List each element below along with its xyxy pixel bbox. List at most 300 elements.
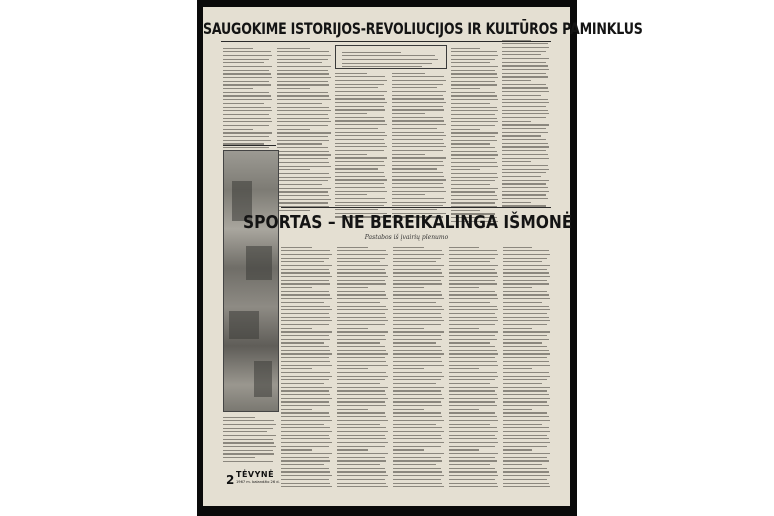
- text-line: [223, 114, 269, 115]
- text-line: [393, 258, 441, 259]
- text-line: [393, 372, 442, 373]
- text-line: [451, 173, 497, 174]
- text-line: [502, 172, 546, 173]
- text-line: [277, 195, 329, 196]
- text-line: [392, 84, 443, 85]
- text-line: [392, 98, 444, 99]
- text-line: [337, 409, 368, 410]
- text-line: [335, 183, 384, 184]
- text-line: [503, 424, 542, 425]
- text-line: [503, 276, 550, 277]
- text-line: [449, 298, 498, 299]
- text-line: [449, 464, 490, 465]
- text-line: [277, 191, 328, 192]
- text-line: [281, 261, 324, 262]
- text-line: [393, 302, 436, 303]
- text-line: [503, 247, 532, 248]
- text-line: [223, 59, 269, 60]
- text-line: [281, 438, 330, 439]
- text-line: [335, 102, 387, 103]
- text-line: [337, 287, 368, 288]
- text-line: [337, 405, 386, 406]
- text-line: [392, 80, 446, 81]
- text-line: [277, 51, 329, 52]
- text-line: [503, 398, 550, 399]
- text-line: [223, 132, 272, 133]
- text-line: [392, 91, 446, 92]
- text-line: [451, 132, 498, 133]
- text-line: [449, 353, 498, 354]
- text-line: [281, 460, 330, 461]
- text-line: [451, 125, 495, 126]
- text-line: [337, 342, 380, 343]
- text-line: [393, 464, 436, 465]
- newspaper-name: TĖVYNĖ: [236, 470, 275, 479]
- text-line: [503, 357, 547, 358]
- text-line: [449, 287, 479, 288]
- text-line: [335, 146, 387, 147]
- text-line: [449, 486, 498, 487]
- text-line: [337, 324, 385, 325]
- text-line: [337, 379, 385, 380]
- text-line: [449, 483, 497, 484]
- text-line: [502, 54, 541, 55]
- text-line: [449, 471, 497, 472]
- text-line: [337, 483, 386, 484]
- text-line: [281, 394, 330, 395]
- text-line: [281, 475, 332, 476]
- text-line: [342, 66, 422, 67]
- text-line: [503, 313, 547, 314]
- article-1-column-4: [392, 70, 447, 205]
- text-line: [449, 302, 490, 303]
- text-line: [335, 157, 387, 158]
- text-line: [449, 283, 497, 284]
- text-line: [503, 328, 532, 329]
- text-line: [503, 287, 532, 288]
- text-line: [337, 353, 388, 354]
- text-line: [223, 435, 276, 436]
- text-line: [451, 199, 498, 200]
- text-line: [277, 88, 310, 89]
- text-line: [223, 66, 272, 67]
- text-line: [393, 475, 444, 476]
- text-line: [277, 188, 331, 189]
- text-line: [393, 350, 442, 351]
- text-line: [337, 446, 385, 447]
- text-line: [451, 121, 498, 122]
- text-line: [281, 294, 330, 295]
- text-line: [281, 357, 329, 358]
- text-line: [337, 313, 385, 314]
- text-line: [281, 424, 324, 425]
- text-line: [393, 294, 442, 295]
- text-line: [449, 368, 479, 369]
- text-line: [281, 313, 329, 314]
- text-line: [393, 483, 442, 484]
- text-line: [392, 202, 446, 203]
- text-line: [502, 73, 546, 74]
- text-line: [503, 383, 542, 384]
- text-line: [451, 202, 495, 203]
- text-line: [393, 353, 444, 354]
- text-line: [337, 346, 385, 347]
- text-line: [393, 276, 444, 277]
- text-line: [337, 486, 388, 487]
- text-line: [449, 339, 497, 340]
- text-line: [223, 92, 269, 93]
- text-line: [335, 95, 384, 96]
- text-line: [393, 435, 441, 436]
- text-line: [337, 261, 380, 262]
- text-line: [281, 427, 330, 428]
- text-line: [277, 158, 328, 159]
- text-line: [449, 350, 497, 351]
- text-line: [337, 468, 385, 469]
- text-line: [281, 390, 329, 391]
- text-line: [503, 449, 532, 450]
- text-line: [503, 475, 550, 476]
- text-line: [393, 420, 444, 421]
- text-line: [223, 461, 273, 462]
- text-line: [335, 128, 378, 129]
- text-line: [337, 390, 385, 391]
- text-line: [503, 280, 547, 281]
- text-line: [503, 306, 549, 307]
- text-line: [335, 172, 384, 173]
- text-line: [449, 280, 495, 281]
- text-line: [335, 154, 367, 155]
- text-line: [281, 328, 312, 329]
- text-line: [503, 265, 550, 266]
- text-line: [335, 84, 384, 85]
- text-line: [393, 317, 442, 318]
- text-line: [281, 353, 332, 354]
- text-line: [451, 92, 495, 93]
- text-line: [393, 431, 444, 432]
- text-line: [337, 412, 385, 413]
- page-number: 2: [226, 473, 235, 487]
- text-line: [281, 291, 329, 292]
- text-line: [335, 150, 384, 151]
- text-line: [502, 158, 549, 159]
- text-line: [281, 468, 329, 469]
- text-line: [502, 169, 549, 170]
- text-line: [281, 401, 329, 402]
- text-line: [392, 76, 444, 77]
- text-line: [502, 165, 548, 166]
- text-line: [281, 302, 324, 303]
- text-line: [502, 121, 531, 122]
- text-line: [337, 357, 385, 358]
- text-line: [502, 65, 548, 66]
- text-line: [393, 346, 441, 347]
- text-line: [502, 110, 548, 111]
- text-line: [393, 342, 436, 343]
- text-line: [502, 43, 548, 44]
- text-line: [281, 346, 329, 347]
- text-line: [335, 91, 387, 92]
- text-line: [335, 132, 385, 133]
- text-line: [281, 453, 332, 454]
- text-line: [277, 162, 329, 163]
- text-line: [503, 390, 547, 391]
- text-line: [393, 361, 442, 362]
- text-line: [281, 265, 332, 266]
- text-line: [223, 431, 267, 432]
- text-line: [503, 302, 542, 303]
- text-line: [277, 166, 331, 167]
- text-line: [449, 475, 498, 476]
- text-line: [449, 412, 495, 413]
- text-line: [449, 261, 490, 262]
- text-line: [335, 194, 367, 195]
- text-line: [449, 427, 497, 428]
- text-line: [223, 95, 271, 96]
- text-line: [503, 479, 547, 480]
- text-line: [503, 483, 549, 484]
- text-line: [451, 140, 497, 141]
- text-line: [449, 390, 495, 391]
- text-line: [281, 416, 330, 417]
- text-line: [223, 457, 255, 458]
- text-line: [277, 99, 331, 100]
- text-line: [393, 383, 436, 384]
- text-line: [449, 324, 495, 325]
- text-line: [281, 431, 332, 432]
- text-line: [223, 428, 273, 429]
- text-line: [393, 291, 441, 292]
- text-line: [392, 150, 443, 151]
- text-line: [392, 128, 437, 129]
- text-line: [281, 309, 332, 310]
- text-line: [277, 132, 331, 133]
- text-line: [393, 331, 444, 332]
- text-line: [503, 401, 547, 402]
- text-line: [281, 280, 329, 281]
- text-line: [223, 77, 272, 78]
- text-line: [449, 276, 498, 277]
- text-line: [503, 254, 550, 255]
- text-line: [337, 258, 385, 259]
- text-line: [393, 446, 441, 447]
- text-line: [451, 195, 497, 196]
- text-line: [392, 187, 444, 188]
- text-line: [277, 84, 329, 85]
- text-line: [502, 76, 548, 77]
- text-line: [503, 468, 547, 469]
- text-line: [337, 298, 388, 299]
- text-line: [277, 173, 329, 174]
- text-line: [281, 361, 330, 362]
- text-line: [502, 150, 546, 151]
- text-line: [451, 59, 495, 60]
- text-line: [503, 339, 549, 340]
- text-line: [393, 280, 441, 281]
- text-line: [449, 460, 497, 461]
- text-line: [503, 431, 550, 432]
- text-line: [335, 176, 385, 177]
- text-line: [393, 409, 424, 410]
- text-line: [503, 309, 550, 310]
- text-line: [281, 446, 329, 447]
- text-line: [502, 139, 546, 140]
- text-line: [393, 416, 442, 417]
- text-line: [392, 165, 444, 166]
- text-line: [449, 431, 498, 432]
- text-line: [281, 339, 330, 340]
- text-line: [392, 102, 446, 103]
- text-line: [503, 486, 550, 487]
- text-line: [223, 417, 255, 418]
- text-line: [503, 324, 547, 325]
- text-line: [393, 339, 442, 340]
- text-line: [503, 446, 547, 447]
- text-line: [281, 365, 332, 366]
- photo-rule: [223, 145, 276, 146]
- text-line: [392, 157, 446, 158]
- text-line: [277, 151, 329, 152]
- text-line: [281, 464, 324, 465]
- text-line: [335, 135, 387, 136]
- text-line: [502, 80, 531, 81]
- text-line: [449, 438, 497, 439]
- text-line: [451, 154, 498, 155]
- text-line: [335, 165, 385, 166]
- text-line: [393, 442, 444, 443]
- text-line: [393, 261, 436, 262]
- text-line: [337, 372, 386, 373]
- text-line: [223, 129, 253, 130]
- text-line: [277, 62, 322, 63]
- text-line: [392, 120, 444, 121]
- text-line: [223, 48, 253, 49]
- text-line: [337, 387, 388, 388]
- text-line: [337, 306, 386, 307]
- text-line: [335, 139, 384, 140]
- text-line: [281, 254, 332, 255]
- text-line: [451, 81, 495, 82]
- text-line: [277, 140, 329, 141]
- text-line: [451, 118, 497, 119]
- text-line: [281, 283, 330, 284]
- text-line: [451, 166, 498, 167]
- text-line: [451, 158, 495, 159]
- text-line: [277, 59, 328, 60]
- text-line: [449, 424, 490, 425]
- text-line: [393, 306, 442, 307]
- text-line: [449, 291, 495, 292]
- text-line: [502, 117, 546, 118]
- text-line: [503, 442, 550, 443]
- text-line: [337, 475, 388, 476]
- text-line: [337, 365, 388, 366]
- text-line: [502, 176, 541, 177]
- text-line: [277, 154, 331, 155]
- text-line: [223, 70, 269, 71]
- text-line: [281, 376, 332, 377]
- text-line: [393, 479, 441, 480]
- text-line: [449, 468, 495, 469]
- text-line: [503, 460, 549, 461]
- text-line: [277, 103, 322, 104]
- article-2-headline: SPORTAS – NE BEREIKALINGA IŠMONĖ: [243, 212, 573, 233]
- text-line: [451, 103, 490, 104]
- text-line: [503, 283, 549, 284]
- text-line: [393, 449, 424, 450]
- text-line: [449, 357, 495, 358]
- text-line: [503, 394, 549, 395]
- issue-date: 1967 m. balandžio 26 d.: [236, 480, 280, 484]
- text-line: [337, 283, 386, 284]
- text-line: [337, 335, 385, 336]
- text-line: [502, 69, 549, 70]
- text-line: [335, 87, 378, 88]
- text-line: [223, 140, 271, 141]
- text-line: [503, 372, 549, 373]
- text-line: [277, 70, 328, 71]
- text-line: [277, 95, 329, 96]
- text-line: [503, 471, 549, 472]
- text-line: [281, 486, 332, 487]
- text-line: [449, 479, 495, 480]
- text-line: [223, 424, 276, 425]
- text-line: [393, 265, 444, 266]
- text-line: [503, 379, 547, 380]
- text-line: [393, 457, 441, 458]
- text-line: [392, 146, 446, 147]
- article-1-column-2: [277, 45, 332, 195]
- text-line: [449, 306, 497, 307]
- text-line: [393, 254, 444, 255]
- text-line: [451, 188, 498, 189]
- text-line: [449, 383, 490, 384]
- text-line: [502, 194, 546, 195]
- text-line: [449, 269, 495, 270]
- text-line: [449, 387, 498, 388]
- text-line: [451, 114, 495, 115]
- text-line: [337, 339, 386, 340]
- text-line: [503, 438, 549, 439]
- text-line: [502, 102, 549, 103]
- text-line: [281, 471, 330, 472]
- text-line: [503, 405, 549, 406]
- text-line: [502, 95, 541, 96]
- article-1-boxed-intro: [335, 45, 447, 69]
- text-line: [503, 368, 532, 369]
- text-line: [335, 113, 367, 114]
- text-line: [281, 306, 330, 307]
- text-line: [393, 405, 442, 406]
- text-line: [503, 387, 550, 388]
- text-line: [449, 416, 497, 417]
- text-line: [392, 139, 443, 140]
- text-line: [503, 298, 550, 299]
- text-line: [335, 191, 387, 192]
- text-line: [281, 287, 312, 288]
- text-line: [337, 276, 388, 277]
- text-line: [393, 453, 444, 454]
- text-line: [337, 464, 380, 465]
- text-line: [281, 335, 329, 336]
- text-line: [337, 398, 388, 399]
- text-line: [393, 250, 442, 251]
- text-line: [502, 99, 548, 100]
- text-line: [393, 357, 441, 358]
- text-line: [503, 420, 550, 421]
- text-line: [393, 394, 442, 395]
- text-line: [449, 405, 497, 406]
